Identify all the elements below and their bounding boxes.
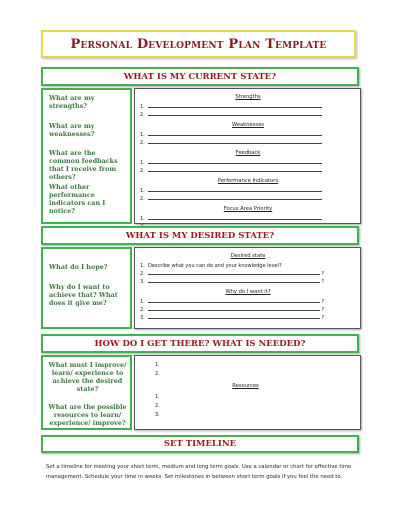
line-number: 3. <box>140 279 145 285</box>
answer-line[interactable] <box>140 313 356 321</box>
answer-line[interactable] <box>140 277 356 285</box>
subheading-focus-area-priority: Focus Area Priority <box>223 206 273 212</box>
line-number: 2. <box>140 271 145 277</box>
page-title: Personal Development Plan Template <box>41 30 356 58</box>
question-mark: ? <box>321 271 324 277</box>
answer-line[interactable] <box>155 359 356 368</box>
answer-line[interactable] <box>140 194 356 202</box>
subheading-resources: Resources <box>232 383 259 389</box>
answer-line[interactable] <box>155 391 356 400</box>
line-number: 1. <box>140 188 145 194</box>
answer-line[interactable] <box>140 297 356 305</box>
answer-line[interactable] <box>140 110 356 118</box>
line-number: 3. <box>155 412 160 418</box>
subheading-performance-indicators: Performance Indicators <box>217 178 279 184</box>
line-number: 2. <box>140 140 145 146</box>
answer-line[interactable] <box>140 261 356 269</box>
question-strengths: What are my strengths? <box>49 94 95 110</box>
desired-state-answers <box>134 247 361 329</box>
current-state-questions <box>41 88 132 224</box>
needed-questions <box>41 355 132 430</box>
answer-line[interactable] <box>155 400 356 409</box>
answer-line[interactable] <box>140 269 356 277</box>
question-mark: ? <box>321 307 324 313</box>
question-feedbacks: What are the common feedbacks that I receive from others? <box>49 149 118 181</box>
question-performance-indicators: What other performance indicators can I notice? <box>49 183 106 215</box>
answer-line[interactable] <box>140 158 356 166</box>
answer-line[interactable] <box>140 186 356 194</box>
subheading-weaknesses: Weaknesses <box>232 122 264 128</box>
line-number: 1. <box>140 263 145 269</box>
timeline-instructions: Set a timeline for meeting your short term, medium and long term goals. Use a calendar or chart for effective time management. Schedule your time in weeks. Set milestones in between short term goals if you feel the need to. <box>46 464 352 480</box>
question-mark: ? <box>321 279 324 285</box>
needed-answers <box>134 355 361 430</box>
line-number: 2. <box>155 403 160 409</box>
desired-state-questions <box>41 247 132 329</box>
line-number: 3. <box>140 315 145 321</box>
answer-line[interactable] <box>140 166 356 174</box>
subheading-why-want: Why do I want it? <box>225 289 271 295</box>
line-number: 1. <box>155 362 160 368</box>
question-resources: What are the possible resources to learn/ experience/ improve? <box>48 403 127 427</box>
answer-line[interactable] <box>140 102 356 110</box>
section-heading-desired-state: WHAT IS MY DESIRED STATE? <box>41 226 359 245</box>
line-number: 2. <box>140 307 145 313</box>
line-number: 2. <box>140 196 145 202</box>
question-hope: What do I hope? <box>49 263 108 271</box>
line-number: 1. <box>140 160 145 166</box>
question-weaknesses: What are my weaknesses? <box>49 122 95 138</box>
answer-line[interactable] <box>155 368 356 377</box>
question-why-achieve: Why do I want to achieve that? What does it give me? <box>49 283 118 307</box>
line-number: 1. <box>140 299 145 305</box>
section-heading-set-timeline: SET TIMELINE <box>41 435 359 453</box>
subheading-desired-state: Desired state <box>230 253 266 259</box>
line-number: 2. <box>155 371 160 377</box>
line-prompt: Describe what you can do and your knowledge level? <box>148 263 282 269</box>
line-number: 1. <box>140 104 145 110</box>
answer-line[interactable] <box>140 138 356 146</box>
subheading-feedback: Feedback <box>235 150 261 156</box>
line-number: 1. <box>140 216 145 222</box>
question-mark: ? <box>321 299 324 305</box>
question-mark: ? <box>321 315 324 321</box>
line-number: 1. <box>155 394 160 400</box>
section-heading-current-state: WHAT IS MY CURRENT STATE? <box>41 67 359 86</box>
answer-line[interactable] <box>155 409 356 418</box>
answer-line[interactable] <box>140 305 356 313</box>
current-state-answers <box>134 88 361 224</box>
subheading-strengths: Strengths <box>235 94 261 100</box>
answer-line[interactable] <box>140 214 356 222</box>
line-number: 1. <box>140 132 145 138</box>
line-number: 2. <box>140 168 145 174</box>
section-heading-what-is-needed: HOW DO I GET THERE? WHAT IS NEEDED? <box>41 334 359 353</box>
question-improve-learn: What must I improve/ learn/ experience to achieve the desired state? <box>48 361 127 393</box>
answer-line[interactable] <box>140 130 356 138</box>
line-number: 2. <box>140 112 145 118</box>
